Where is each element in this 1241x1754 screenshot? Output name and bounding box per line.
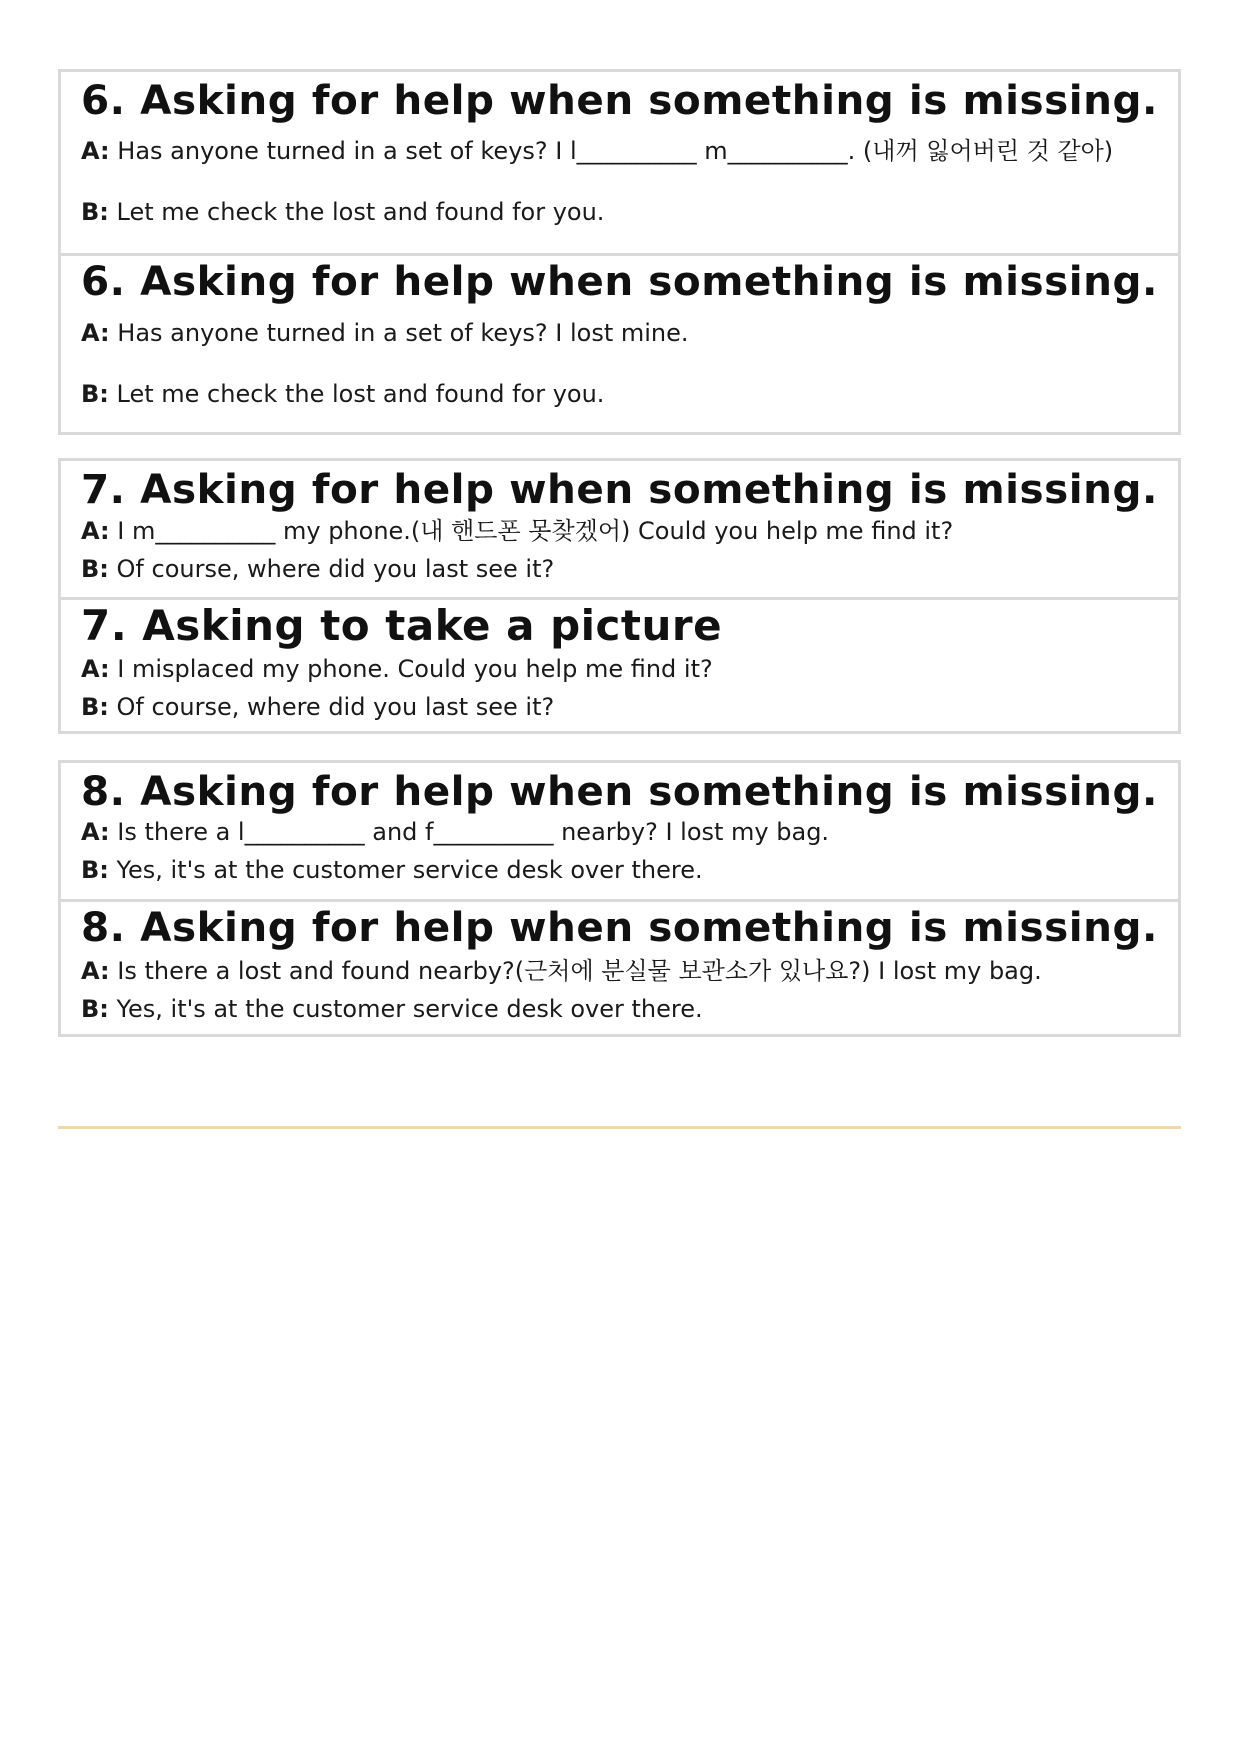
speaker-b-label: B:	[81, 995, 109, 1023]
speaker-a-line	[81, 139, 1113, 163]
speaker-a-text: Is there a l__________ and f__________ nearby? I lost my bag.	[117, 818, 830, 846]
dialogue-group-8	[58, 760, 1181, 1037]
speaker-b-label: B:	[81, 380, 109, 408]
speaker-a-line	[81, 959, 1042, 983]
speaker-b-text: Yes, it's at the customer service desk over there.	[116, 995, 703, 1023]
card-title: 8. Asking for help when something is missing.	[81, 903, 1158, 951]
speaker-a-label: A:	[81, 655, 110, 683]
speaker-a-line	[81, 321, 689, 345]
speaker-a-text: Has anyone turned in a set of keys? I lost mine.	[117, 319, 689, 347]
dialogue-group-6	[58, 69, 1181, 435]
card-title: 6. Asking for help when something is missing.	[81, 257, 1158, 305]
speaker-a-text: Has anyone turned in a set of keys? I l__________ m__________. (내꺼 잃어버린 것 같아)	[117, 137, 1114, 165]
speaker-a-text: I misplaced my phone. Could you help me find it?	[117, 655, 713, 683]
speaker-b-text: Of course, where did you last see it?	[116, 693, 555, 721]
speaker-a-label: A:	[81, 517, 110, 545]
speaker-b-line	[81, 997, 703, 1021]
speaker-a-line	[81, 820, 829, 844]
speaker-b-line	[81, 695, 554, 719]
speaker-a-label: A:	[81, 957, 110, 985]
speaker-b-label: B:	[81, 856, 109, 884]
speaker-b-text: Of course, where did you last see it?	[116, 555, 555, 583]
card-title: 8. Asking for help when something is missing.	[81, 767, 1158, 815]
speaker-a-text: Is there a lost and found nearby?(근처에 분실물 보관소가 있나요?) I lost my bag.	[117, 957, 1042, 985]
speaker-b-text: Yes, it's at the customer service desk over there.	[116, 856, 703, 884]
dialogue-card-8-blank	[61, 763, 1178, 899]
speaker-b-text: Let me check the lost and found for you.	[116, 198, 605, 226]
card-title: 7. Asking for help when something is missing.	[81, 465, 1158, 513]
speaker-a-line	[81, 519, 953, 543]
speaker-a-line	[81, 657, 713, 681]
card-title: 6. Asking for help when something is missing.	[81, 76, 1158, 124]
speaker-b-line	[81, 382, 604, 406]
speaker-b-line	[81, 200, 604, 224]
speaker-b-label: B:	[81, 198, 109, 226]
speaker-a-text: I m__________ my phone.(내 핸드폰 못찾겠어) Could you help me find it?	[117, 517, 954, 545]
speaker-b-label: B:	[81, 693, 109, 721]
dialogue-card-7-blank	[61, 461, 1178, 597]
speaker-a-label: A:	[81, 137, 110, 165]
speaker-b-label: B:	[81, 555, 109, 583]
speaker-b-text: Let me check the lost and found for you.	[116, 380, 605, 408]
speaker-a-label: A:	[81, 818, 110, 846]
speaker-b-line	[81, 858, 703, 882]
speaker-a-label: A:	[81, 319, 110, 347]
dialogue-card-8-answer	[61, 899, 1178, 1037]
footer-divider	[58, 1126, 1181, 1129]
dialogue-card-6-answer	[61, 253, 1178, 435]
dialogue-group-7	[58, 458, 1181, 734]
card-title: 7. Asking to take a picture	[81, 601, 723, 650]
dialogue-card-7-answer	[61, 597, 1178, 734]
speaker-b-line	[81, 557, 554, 581]
dialogue-card-6-blank	[61, 72, 1178, 253]
